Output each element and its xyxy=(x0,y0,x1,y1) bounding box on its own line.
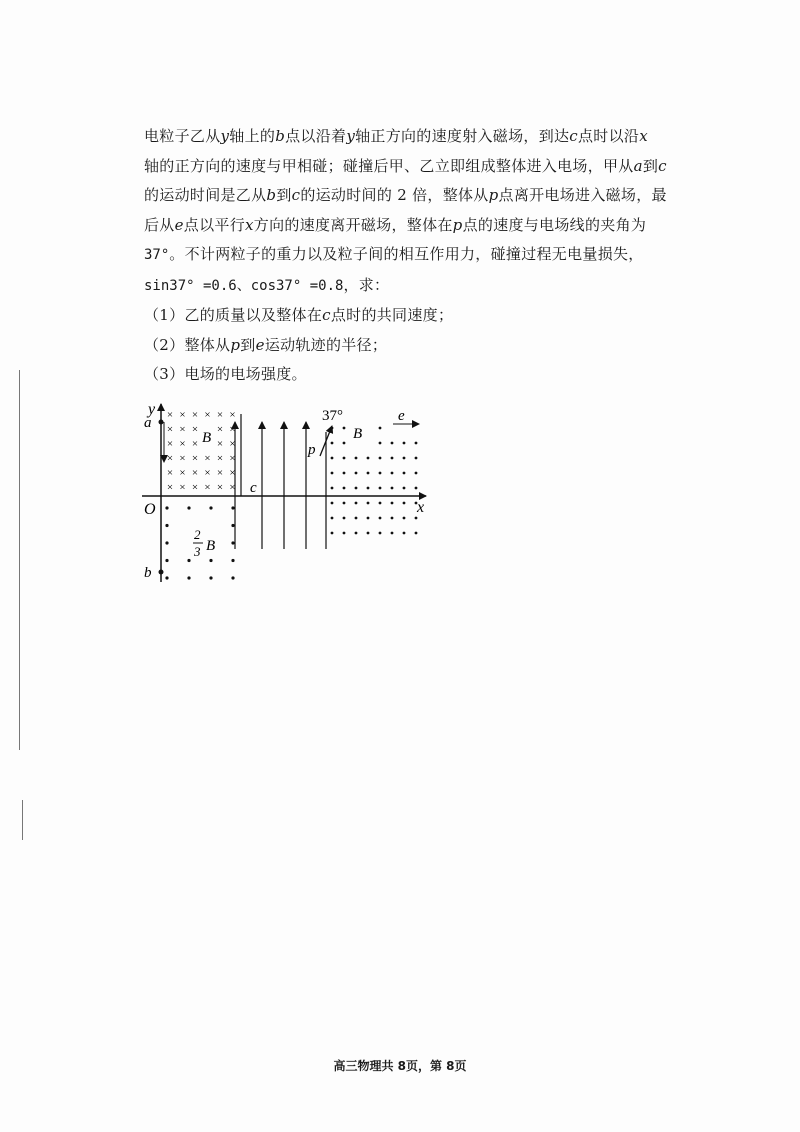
field-dot xyxy=(331,442,334,445)
field-dot xyxy=(331,532,334,535)
cross-mark: × xyxy=(166,409,174,421)
field-dot xyxy=(391,517,394,520)
x-axis-label: x xyxy=(417,499,425,516)
problem-line-1: 电粒子乙从y轴上的b点以沿着y轴正方向的速度射入磁场，到达c点时以沿x xyxy=(144,127,648,145)
field-dot xyxy=(187,576,190,579)
scan-edge-mark xyxy=(22,800,23,840)
field-dot xyxy=(379,502,382,505)
field-dot xyxy=(403,487,406,490)
field-b-right-label: B xyxy=(353,426,363,442)
field-dot xyxy=(343,532,346,535)
electric-field-lines xyxy=(235,422,306,549)
field-dot xyxy=(367,457,370,460)
field-dot xyxy=(415,442,418,445)
physics-diagram xyxy=(138,402,438,596)
point-a-dot xyxy=(159,420,164,425)
point-e-label: e xyxy=(398,408,405,424)
page-footer: 高三物理共 8页，第 8页 xyxy=(333,1059,467,1073)
field-dot xyxy=(367,517,370,520)
y-axis-label: y xyxy=(148,402,156,418)
field-dot xyxy=(331,502,334,505)
field-dot xyxy=(379,517,382,520)
field-dot xyxy=(231,506,234,509)
field-dot xyxy=(379,457,382,460)
problem-text xyxy=(144,122,704,390)
field-dot xyxy=(379,427,382,430)
field-dot xyxy=(355,472,358,475)
cross-mark: × xyxy=(229,409,236,421)
field-dot xyxy=(379,472,382,475)
field-dot xyxy=(343,472,346,475)
cross-mark: × xyxy=(166,452,174,465)
field-dot xyxy=(343,502,346,505)
cross-mark: × xyxy=(179,423,186,436)
field-b-upper-label: B xyxy=(202,430,212,446)
cross-mark: × xyxy=(191,438,199,450)
field-dot xyxy=(355,517,358,520)
point-p-label: p xyxy=(308,442,316,458)
field-dot xyxy=(331,472,334,475)
field-dot xyxy=(403,457,406,460)
cross-mark: × xyxy=(204,481,211,494)
origin-label: O xyxy=(144,501,156,518)
cross-mark: × xyxy=(229,438,236,450)
cross-mark: × xyxy=(229,423,236,436)
field-dot xyxy=(415,487,418,490)
field-dot xyxy=(367,472,370,475)
cross-mark: × xyxy=(179,452,186,465)
field-dot xyxy=(231,524,234,527)
field-dot xyxy=(379,532,382,535)
cross-mark: × xyxy=(191,423,199,436)
field-dot xyxy=(367,502,370,505)
field-dot xyxy=(231,541,234,544)
cross-mark: × xyxy=(166,467,174,479)
cross-mark: × xyxy=(179,481,186,494)
cross-mark: × xyxy=(179,467,186,479)
scan-edge-mark xyxy=(19,370,20,750)
field-dot xyxy=(403,502,406,505)
point-c-label: c xyxy=(250,480,257,496)
field-dot xyxy=(209,506,212,509)
problem-line-4: 后从e点以平行x方向的速度离开磁场，整体在p点的速度与电场线的夹角为 xyxy=(144,215,647,234)
field-dot xyxy=(165,576,168,579)
field-dot xyxy=(355,532,358,535)
cross-mark: × xyxy=(216,467,224,479)
cross-mark: × xyxy=(191,409,199,421)
cross-mark: × xyxy=(229,481,236,494)
field-dot xyxy=(343,442,346,445)
problem-line-3: 的运动时间是乙从b到c的运动时间的 2 倍，整体从p点离开电场进入磁场，最 xyxy=(144,186,667,204)
field-dot xyxy=(391,472,394,475)
field-dot xyxy=(343,457,346,460)
field-dot xyxy=(415,472,418,475)
point-a-label: a xyxy=(144,415,152,431)
field-dot xyxy=(187,559,190,562)
cross-mark: × xyxy=(191,467,199,479)
field-dot xyxy=(187,506,190,509)
cross-mark: × xyxy=(166,438,174,450)
problem-line-5: 37°。不计两粒子的重力以及粒子间的相互作用力，碰撞过程无电量损失， xyxy=(144,245,644,263)
field-dot xyxy=(165,559,168,562)
field-dot xyxy=(343,487,346,490)
cross-mark: × xyxy=(204,452,211,465)
field-dot xyxy=(403,442,406,445)
field-dot xyxy=(209,559,212,562)
cross-mark: × xyxy=(191,481,199,494)
cross-mark: × xyxy=(204,467,211,479)
field-dot xyxy=(355,457,358,460)
field-dot xyxy=(391,487,394,490)
field-dot xyxy=(391,442,394,445)
field-dot xyxy=(367,487,370,490)
field-dot xyxy=(165,524,168,527)
field-fraction-numerator: 2 xyxy=(194,527,201,542)
cross-mark: × xyxy=(179,438,186,450)
question-3: （3）电场的电场强度。 xyxy=(144,365,307,383)
cross-mark: × xyxy=(216,409,224,421)
field-dot xyxy=(403,517,406,520)
field-dot xyxy=(415,532,418,535)
field-dot xyxy=(355,502,358,505)
field-dot xyxy=(343,517,346,520)
field-dot xyxy=(355,487,358,490)
field-dot xyxy=(209,576,212,579)
magnetic-field-into-page xyxy=(167,409,236,494)
field-dot xyxy=(331,487,334,490)
field-dot xyxy=(403,532,406,535)
field-dot xyxy=(343,427,346,430)
field-dot xyxy=(331,517,334,520)
cross-mark: × xyxy=(216,481,224,494)
field-dot xyxy=(391,532,394,535)
field-dot xyxy=(403,472,406,475)
field-dot xyxy=(391,502,394,505)
field-dot xyxy=(415,517,418,520)
cross-mark: × xyxy=(229,452,236,465)
field-dot xyxy=(415,457,418,460)
cross-mark: × xyxy=(166,481,174,494)
field-dot xyxy=(231,576,234,579)
cross-mark: × xyxy=(179,409,186,421)
field-dot xyxy=(379,442,382,445)
question-2: （2）整体从p到e运动轨迹的半径； xyxy=(144,335,388,354)
cross-mark: × xyxy=(166,423,174,436)
cross-mark: × xyxy=(204,409,211,421)
field-dot xyxy=(165,541,168,544)
cross-mark: × xyxy=(229,467,236,479)
point-b-label: b xyxy=(144,565,152,581)
field-dot xyxy=(367,532,370,535)
cross-mark: × xyxy=(216,438,224,450)
magnetic-field-out-of-page-right xyxy=(331,427,418,535)
cross-mark: × xyxy=(216,423,224,436)
field-fraction-denominator: 3 xyxy=(194,544,201,559)
field-dot xyxy=(331,457,334,460)
point-b-dot xyxy=(159,570,164,575)
angle-label: 37° xyxy=(322,408,343,424)
cross-mark: × xyxy=(216,452,224,465)
field-dot xyxy=(379,487,382,490)
problem-line-6: sin37° =0.6、cos37° =0.8，求： xyxy=(144,275,390,294)
field-dot xyxy=(231,559,234,562)
question-1: （1）乙的质量以及整体在c点时的共同速度； xyxy=(144,306,454,324)
cross-mark: × xyxy=(191,452,199,465)
field-dot xyxy=(391,457,394,460)
problem-line-2: 轴的正方向的速度与甲相碰；碰撞后甲、乙立即组成整体进入电场，甲从a到c xyxy=(144,156,667,175)
field-dot xyxy=(165,506,168,509)
field-b-lower-label: B xyxy=(206,538,216,554)
